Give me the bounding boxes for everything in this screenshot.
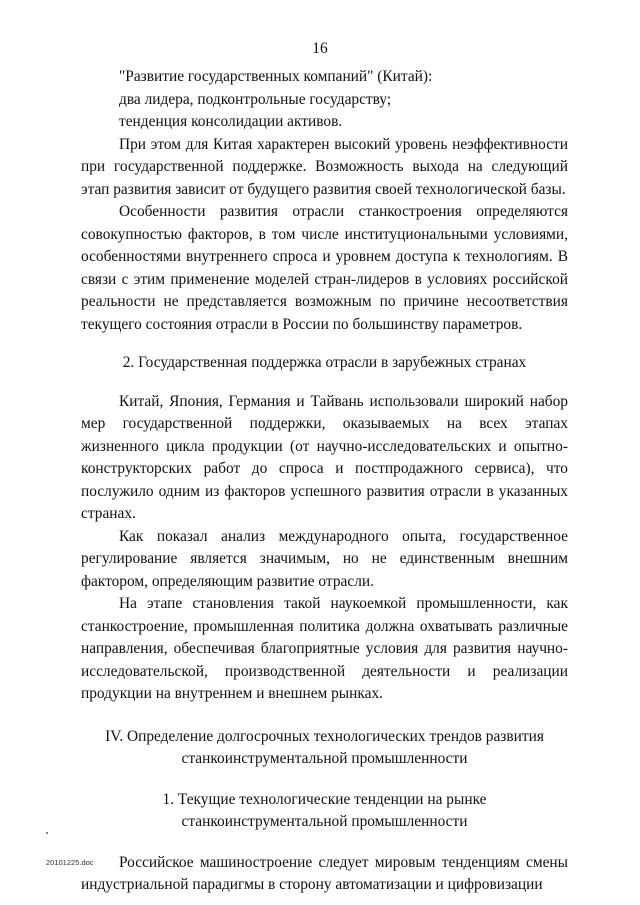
document-body (81, 66, 568, 897)
paragraph: При этом для Китая характерен высокий уровень неэффективности при государственной поддержке. Возможность выхода на следующий этап развития зависит от будущего развития своей технологической базы. (81, 135, 568, 198)
paragraph: Китай, Япония, Германия и Тайвань использовали широкий набор мер государственной поддержки, оказываемых на всех этапах жизненного цикла продукции (от научно-исследовательских и опытно-конструкторских работ до спроса и постпродажного сервиса), что послужило одним из факторов успешного развития отрасли в указанных странах. (81, 392, 568, 522)
list-line: тенденция консолидации активов. (119, 113, 343, 130)
spacer (81, 375, 568, 391)
spacer (81, 336, 568, 352)
paragraph: Особенности развития отрасли станкостроения определяются совокупностью факторов, в том числе институциональными условиями, особенностями внутреннего спроса и уровнем доступа к технологиям. В связи с этим применение моделей стран-лидеров в условиях российской реальности не представляется возможным по причине несоответствия текущего состояния отрасли в России по большинству параметров. (81, 203, 568, 333)
list-line: "Развитие государственных компаний" (Китай): (119, 68, 433, 85)
file-name-footer: 20101225.doc (46, 858, 94, 867)
chapter-heading-line: IV. Определение долгосрочных технологических трендов развития (105, 727, 544, 745)
page-number: 16 (312, 40, 328, 57)
chapter-heading-line: станкоинструментальной промышленности (181, 750, 468, 767)
subsection-heading-line: 1. Текущие технологические тенденции на рынке (162, 790, 487, 808)
subsection-heading-line: станкоинструментальной промышленности (181, 813, 468, 830)
paragraph: На этапе становления такой наукоемкой промышленности, как станкостроение, промышленная политика должна охватывать различные направления, обеспечивая благоприятные условия для развития научно-исследовательской, производственной деятельности и реализации продукции на внутреннем и внешнем рынках. (81, 595, 568, 702)
paragraph: Как показал анализ международного опыта, государственное регулирование является значимым, но не единственным внешним фактором, определяющим развитие отрасли. (81, 527, 568, 590)
spacer (81, 706, 568, 726)
spacer (81, 834, 568, 852)
margin-mark (46, 832, 48, 834)
section-heading: 2. Государственная поддержка отрасли в зарубежных странах (122, 354, 527, 371)
spacer (81, 771, 568, 789)
list-line: два лидера, подконтрольные государству; (119, 90, 392, 108)
paragraph: Российское машиностроение следует мировым тенденциям смены индустриальной парадигмы в сторону автоматизации и цифровизации (81, 853, 568, 893)
